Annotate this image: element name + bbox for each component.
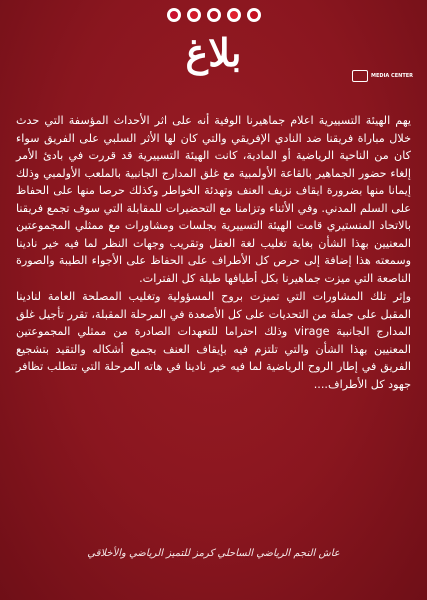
club-logo-icon [207, 8, 221, 22]
logo-mark-icon [210, 11, 218, 19]
logo-mark-icon [170, 11, 178, 19]
club-logos [0, 8, 427, 22]
club-logo-icon [227, 8, 241, 22]
camera-icon [352, 70, 368, 82]
page-title: بلاغ [185, 30, 242, 75]
club-logo-icon [167, 8, 181, 22]
logo-mark-icon [250, 11, 258, 19]
signature-line: عاش النجم الرياضي الساحلي كرمز للتميز الرياضي والأخلاقي [87, 548, 340, 559]
media-center-logo [352, 70, 413, 82]
logo-mark-icon [230, 11, 238, 19]
club-logo-icon [187, 8, 201, 22]
logo-mark-icon [190, 11, 198, 19]
paragraph-2: وإثر تلك المشاورات التي تميزت بروح المسؤولية وتغليب المصلحة العامة لنادينا المقبل على جملة من التحديات على كل الأصعدة في المرحلة المقبلة، تقرر تأجيل غلق المدارج الجانبية virage وذلك احتراما للتعهدات الصادرة من ممثلي المجموعتين المعنيين بهذا الشأن والتي تلتزم فيه بإيقاف العنف بجميع أشكاله والتقيد بتشجيع الفريق في إطار الروح الرياضية لما فيه خير نادينا في هاته المرحلة التي تتطلب تظافر جهود كل الأطراف.... [16, 290, 411, 391]
paragraph-1: يهم الهيئة التسييرية اعلام جماهيرنا الوفية أنه على اثر الأحداث المؤسفة التي حدث خلال مباراة فريقنا ضد النادي الإفريقي والتي كان لها الأثر السلبي على الفريق سواء كان من الناحية الرياضية أو المادية، كانت الهيئة التسييرية قد قررت في بادئ الأمر إلغاء حضور الجماهير بالقاعة الأولمبية مع غلق المدارج الجانبية بالملعب الأولمبي وذلك إيمانا منها بضرورة ايقاف نزيف العنف وتهدئة الخواطر وكذلك حرصا منها على الحفاظ على السلم المدني. وفي الأثناء وتزامنا مع التحضيرات للمقابلة التي سوف تجمع فريقنا بالاتحاد المنستيري قامت الهيئة التسييرية بجلسات ومشاورات مع ممثلي المجموعتين المعنيين بهذا الشأن بغاية تغليب لغة العقل وتقريب وجهات النظر لما فيه خير نادينا وسمعته هذا إضافة إلى حرص كل الأطراف على الحفاظ على الأجواء الطيبة والصورة الناصعة التي ميزت جماهيرنا بكل أطيافها طيلة كل الفترات. [16, 114, 411, 285]
media-center-label: MEDIA CENTER [371, 73, 413, 79]
announcement-body [16, 112, 411, 393]
club-logo-icon [247, 8, 261, 22]
